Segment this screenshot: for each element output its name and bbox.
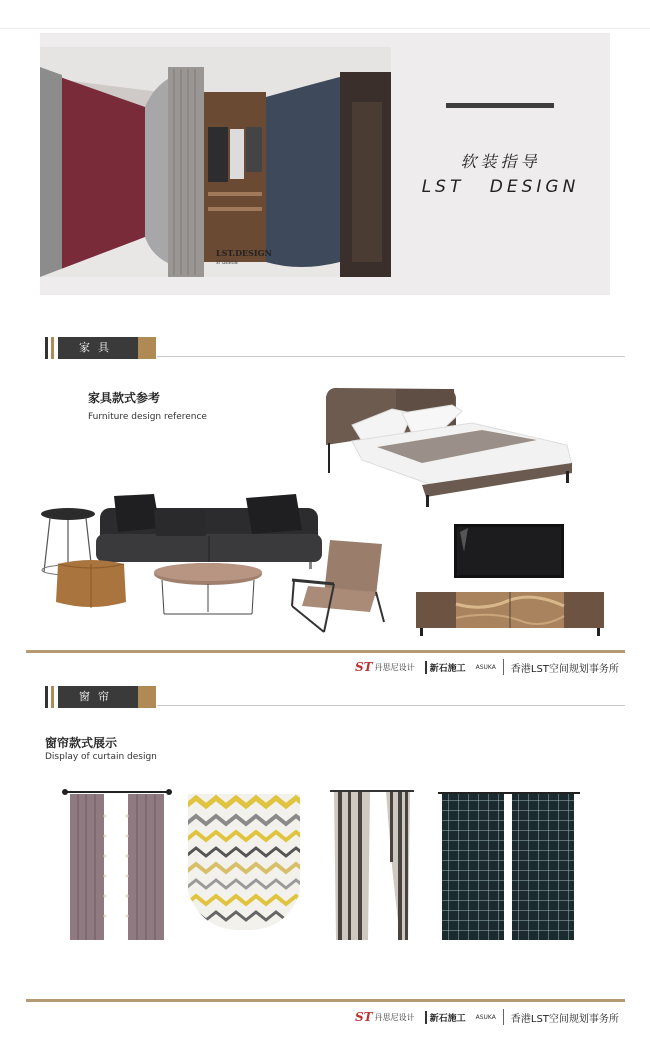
- coffee-table-image: [152, 562, 264, 616]
- brand-dansini-name: 丹思尼设计: [374, 1012, 415, 1022]
- grid-plaid-curtain-image: [438, 790, 580, 942]
- header-tail-gold: [138, 337, 156, 359]
- furniture-section-label: 家具: [58, 337, 138, 359]
- brand-dansini-name: 丹思尼设计: [374, 662, 415, 672]
- top-divider: [0, 28, 650, 29]
- chevron-roman-blind-image: [186, 792, 302, 932]
- brand-dansini-logo: ST: [355, 1010, 373, 1024]
- furniture-caption-chinese: 家具款式参考: [88, 391, 161, 405]
- cover-panel: [40, 33, 610, 295]
- brand-xinshi: 新石施工: [425, 661, 466, 674]
- header-mark-dark: [45, 686, 48, 708]
- brand-dansini: [355, 1010, 415, 1024]
- furniture-footer: [355, 657, 619, 677]
- header-tail-gold: [138, 686, 156, 708]
- brand-dansini-logo: ST: [355, 660, 373, 674]
- bed-image: [322, 385, 574, 507]
- armchair-image: [288, 536, 388, 636]
- cover-title-english: LST DESIGN: [421, 177, 580, 197]
- cover-watermark-sub: ST DESIGN: [216, 260, 238, 265]
- cover-title-area: [391, 33, 610, 295]
- header-mark-gold: [51, 686, 54, 708]
- brand-asuka: ASUKA: [475, 663, 496, 671]
- tv-image: [452, 522, 566, 580]
- brand-xinshi: 新石施工: [425, 1011, 466, 1024]
- curtain-caption-chinese: 窗帘款式展示: [45, 736, 118, 750]
- curtain-caption-english: Display of curtain design: [45, 752, 157, 762]
- furniture-footer-rule: [26, 650, 625, 653]
- footer-office-name: 香港LST空间规划事务所: [510, 663, 619, 675]
- cover-title-chinese: 软装指导: [460, 152, 541, 171]
- footer-office-name: 香港LST空间规划事务所: [510, 1013, 619, 1025]
- curtain-footer: [355, 1007, 619, 1027]
- brand-dansini: [355, 660, 415, 674]
- footer-divider: [503, 659, 504, 675]
- cover-watermark: LST.DESIGN: [216, 248, 272, 258]
- furniture-section-rule: [157, 356, 625, 357]
- curtain-section-rule: [157, 705, 625, 706]
- furniture-caption-english: Furniture design reference: [88, 412, 207, 422]
- header-mark-gold: [51, 337, 54, 359]
- curtain-section-label: 窗帘: [58, 686, 138, 708]
- header-mark-dark: [45, 337, 48, 359]
- striped-curtain-image: [330, 786, 414, 942]
- cover-interior-photo: [40, 47, 391, 277]
- brand-asuka: ASUKA: [475, 1013, 496, 1021]
- leather-pouf-image: [54, 556, 128, 610]
- curtain-footer-rule: [26, 999, 625, 1002]
- footer-divider: [503, 1009, 504, 1025]
- cover-accent-bar: [446, 103, 554, 108]
- tv-cabinet-image: [414, 590, 606, 636]
- mauve-curtain-image: [62, 786, 172, 942]
